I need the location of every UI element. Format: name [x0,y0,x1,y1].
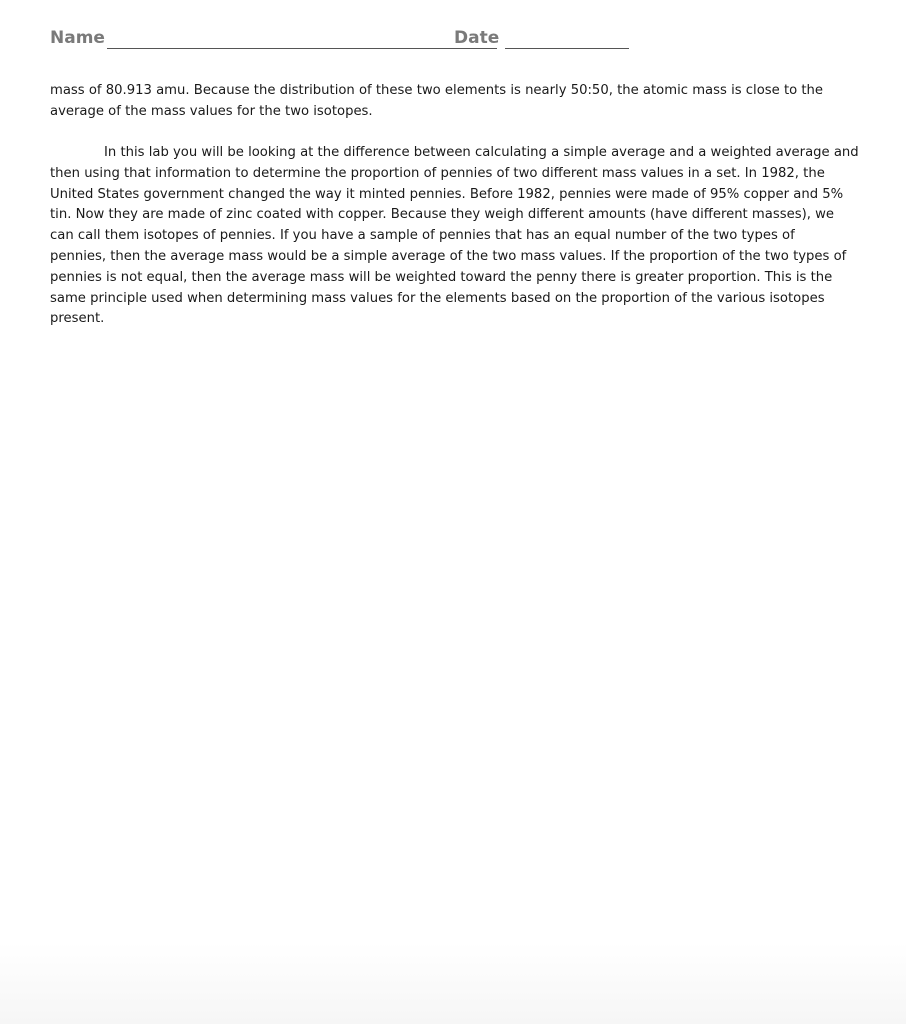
text-line: pennies is not equal, then the average mass will be weighted toward the penny there is greater proportion. This is the [50,269,833,285]
text-line: In this lab you will be looking at the difference between calculating a simple average and a weighted average and [104,145,859,160]
text-line: then using that information to determine the proportion of pennies of two different mass values in a set. In 1982, the [50,165,825,181]
text-line: present. [50,311,105,327]
text-line: United States government changed the way it minted pennies. Before 1982, pennies were made of 95% copper and 5% [50,186,844,202]
text-line: mass of 80.913 amu. Because the distribution of these two elements is nearly 50:50, the atomic mass is close to the [50,83,824,98]
name-date-header [50,28,650,52]
date-blank-line [505,48,629,49]
date-label: Date [454,28,500,48]
paragraph-continuation [50,81,866,123]
text-line: average of the mass values for the two isotopes. [50,103,373,119]
text-line: same principle used when determining mass values for the elements based on the proportion of the various isotopes [50,290,825,306]
text-line: tin. Now they are made of zinc coated with copper. Because they weigh different amounts (have different masses), we [50,207,834,223]
name-label: Name [50,28,105,48]
text-line: can call them isotopes of pennies. If you have a sample of pennies that has an equal number of the two types of [50,228,795,244]
name-blank-line [107,48,497,49]
text-line: pennies, then the average mass would be a simple average of the two mass values. If the proportion of the two types of [50,248,847,264]
paragraph-lab-intro [50,143,866,330]
